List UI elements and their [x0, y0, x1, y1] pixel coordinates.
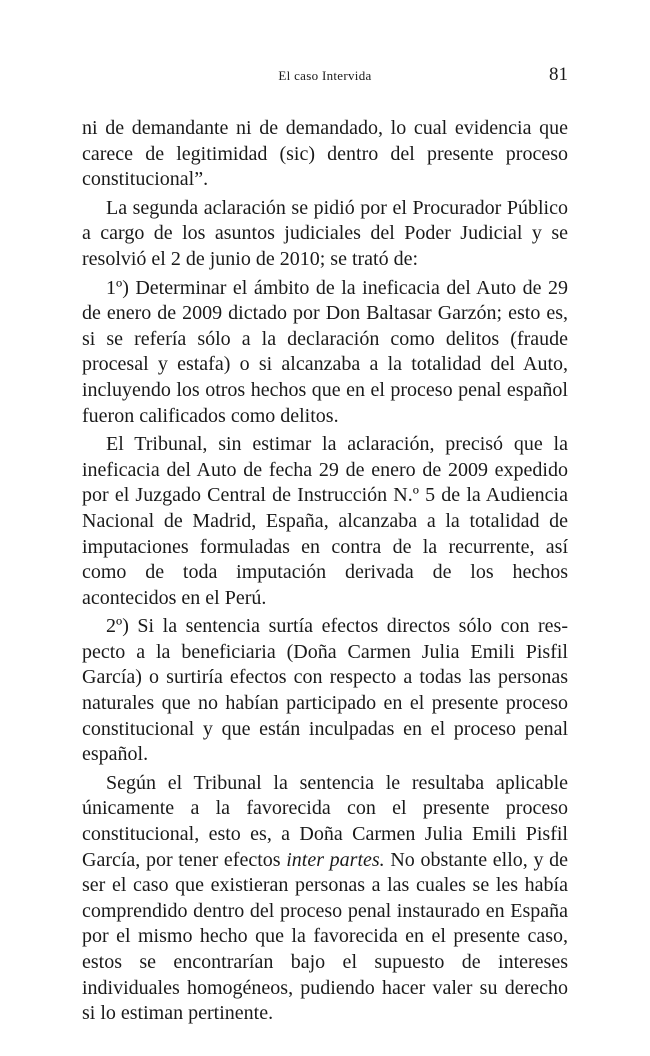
text-after-italic: No obstante ello, y de ser el caso que existieran personas a las cuales se les había comprendido dentro del proceso penal instaurado en España por el mismo hecho que la favorecida en el presente caso, estos se encontrarían bajo el supuesto de intereses individuales homogéneos, pudiendo hacer valer su derecho si lo estiman pertinente.	[82, 848, 568, 1025]
paragraph-point-1: 1º) Determinar el ámbito de la ineficacia del Auto de 29 de enero de 2009 dictado por Don Baltasar Garzón; esto es, si se refería sólo a la declaración como delitos (fraude procesal y estafa) o si alcanzaba a la totalidad del Auto, incluyendo los otros hechos que en el proceso penal español fueron calificados como delitos.	[82, 276, 568, 427]
paragraph-point-2: 2º) Si la sentencia surtía efectos directos sólo con respecto a la beneficiaria (Doña Carmen Julia Emili Pisfil García) o surtiría efectos con respecto a todas las personas naturales que no habían participado en el presente proceso constitucional y que están inculpadas en el proceso penal español.	[82, 615, 568, 766]
page-header	[82, 58, 568, 92]
text-before-italic: Según el Tribunal la sentencia le resultaba aplicable únicamente a la favorecida con el presente proceso constitucional, esto es, a Doña Carmen Julia Emili Pisfil García, por tener efectos	[82, 771, 568, 871]
paragraph-second-clarification: La segunda aclaración se pidió por el Procurador Público a cargo de los asuntos judiciales del Poder Judicial y se resolvió el 2 de junio de 2010; se trató de:	[82, 196, 568, 270]
italic-term: inter partes.	[286, 848, 385, 871]
body-text	[82, 116, 568, 1027]
book-page	[82, 58, 568, 1030]
paragraph-tribunal-ruling-2	[82, 771, 568, 1027]
page-number: 81	[549, 64, 568, 85]
paragraph-continuation: ni de demandante ni de demandado, lo cual evidencia que carece de legitimidad (sic) dentro del presente proceso constitucional”.	[82, 117, 568, 191]
paragraph-tribunal-ruling-1: El Tribunal, sin estimar la aclaración, precisó que la ineficacia del Auto de fecha 29 de enero de 2009 expedido por el Juzgado Central de Instrucción N.º 5 de la Audiencia Nacional de Madrid, España, alcanzaba a la totalidad de imputaciones formuladas en contra de la recurrente, así como de toda imputación derivada de los hechos acontecidos en el Perú.	[82, 433, 568, 609]
running-title: El caso Intervida	[278, 68, 372, 83]
